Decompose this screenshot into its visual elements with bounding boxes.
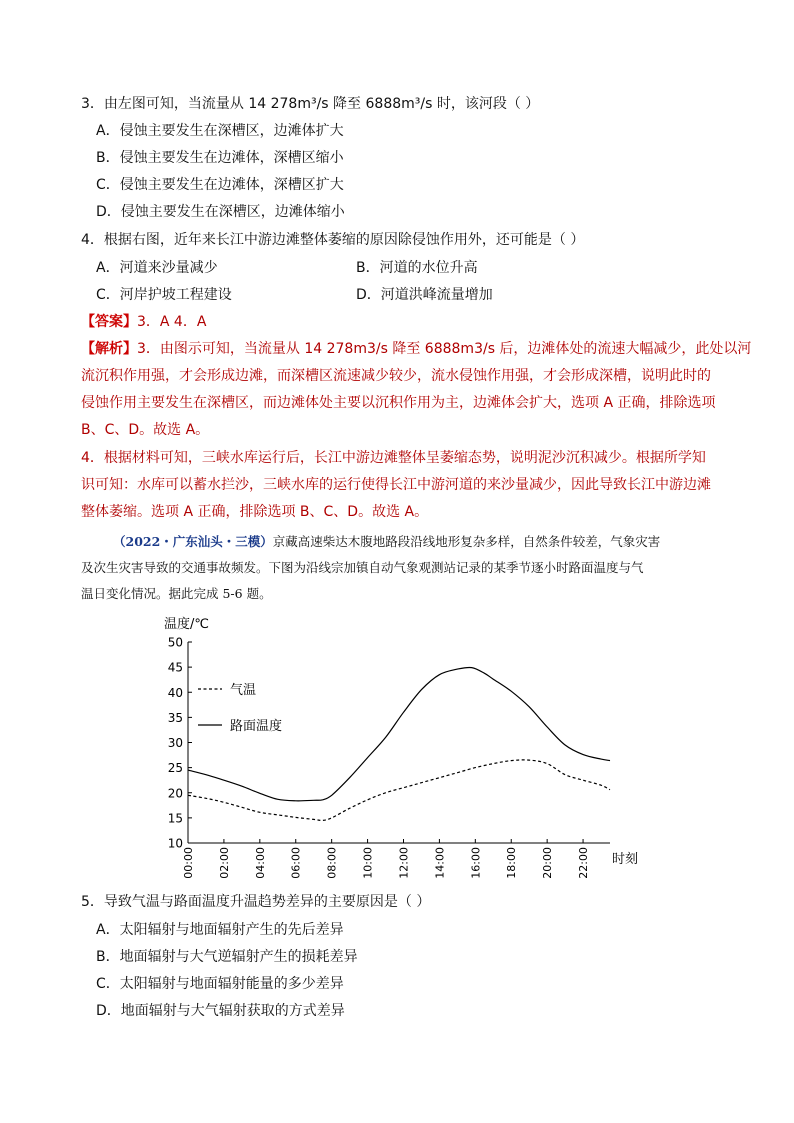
source-text-1: 京藏高速柴达木腹地路段沿线地形复杂多样，自然条件较差，气象灾害 xyxy=(272,534,661,549)
legend-air-temperature-label: 气温 xyxy=(230,683,257,698)
q4-option-a: A．河道来沙量减少 xyxy=(96,260,218,276)
q5-option-a: A．太阳辐射与地面辐射产生的先后差异 xyxy=(96,922,344,938)
x-tick-label: 16:00 xyxy=(469,847,483,879)
y-tick-label: 10 xyxy=(167,836,183,851)
q4-stem: 4．根据右图，近年来长江中游边滩整体萎缩的原因除侵蚀作用外，还可能是（ ） xyxy=(81,232,585,248)
x-tick-label: 18:00 xyxy=(505,847,519,879)
answer-line xyxy=(81,312,206,332)
source-line-3: 温日变化情况。据此完成 5-6 题。 xyxy=(81,586,272,601)
q3-option-b: B．侵蚀主要发生在边滩体，深槽区缩小 xyxy=(96,150,344,166)
y-tick-label: 50 xyxy=(167,635,183,650)
q4-option-d: D．河道洪峰流量增加 xyxy=(356,287,493,303)
y-tick-label: 35 xyxy=(167,710,183,725)
q5-stem: 5．导致气温与路面温度升温趋势差异的主要原因是（ ） xyxy=(81,894,431,910)
answer-text: 3．A 4．A xyxy=(137,314,207,330)
legend-road-temperature-label: 路面温度 xyxy=(230,719,283,734)
q3-option-a: A．侵蚀主要发生在深槽区，边滩体扩大 xyxy=(96,123,344,139)
q3-option-c: C．侵蚀主要发生在边滩体，深槽区扩大 xyxy=(96,177,344,193)
x-tick-label: 04:00 xyxy=(253,847,267,879)
q3-stem: 3．由左图可知，当流量从 14 278m³/s 降至 6888m³/s 时，该河段（ ） xyxy=(81,96,540,112)
q5-option-d: D．地面辐射与大气辐射获取的方式差异 xyxy=(96,1003,345,1019)
y-tick-label: 40 xyxy=(167,685,183,700)
source-line-2: 及次生灾害导致的交通事故频发。下图为沿线宗加镇自动气象观测站记录的某季节逐小时路面温度与气 xyxy=(81,560,644,575)
y-tick-label: 30 xyxy=(167,736,183,750)
x-tick-label: 20:00 xyxy=(541,847,555,879)
x-tick-label: 00:00 xyxy=(182,847,195,879)
analysis-line-4: B、C、D。故选 A。 xyxy=(81,422,210,438)
x-axis-label: 时刻 xyxy=(612,852,639,867)
y-tick-label: 15 xyxy=(167,811,183,826)
analysis-line-5: 4．根据材料可知，三峡水库运行后，长江中游边滩整体呈萎缩态势，说明泥沙沉积减少。根据所学知 xyxy=(81,450,706,466)
temperature-chart xyxy=(160,612,640,882)
analysis-line-7: 整体萎缩。选项 A 正确，排除选项 B、C、D。故选 A。 xyxy=(81,504,429,520)
analysis-line-1 xyxy=(81,339,751,359)
q5-option-c: C．太阳辐射与地面辐射能量的多少差异 xyxy=(96,976,344,992)
analysis-text: 3．由图示可知，当流量从 14 278m3/s 降至 6888m3/s 后，边滩体处的流速大幅减少，此处以河 xyxy=(137,341,752,357)
x-tick-label: 14:00 xyxy=(433,847,447,879)
x-tick-label: 02:00 xyxy=(217,847,231,879)
q4-option-b: B．河道的水位升高 xyxy=(356,260,478,276)
x-tick-label: 08:00 xyxy=(325,847,339,879)
x-tick-label: 22:00 xyxy=(577,847,591,879)
source-label: （2022・广东汕头・三模） xyxy=(113,534,273,549)
y-tick-label: 20 xyxy=(167,786,183,801)
x-tick-label: 06:00 xyxy=(289,847,303,879)
source-line-1 xyxy=(113,532,660,552)
y-tick-label: 25 xyxy=(167,761,183,776)
q3-option-d: D．侵蚀主要发生在深槽区，边滩体缩小 xyxy=(96,204,345,220)
y-tick-label: 45 xyxy=(167,660,183,675)
q5-option-b: B．地面辐射与大气逆辐射产生的损耗差异 xyxy=(96,949,358,965)
x-tick-label: 12:00 xyxy=(397,847,411,879)
y-axis-label: 温度/℃ xyxy=(164,617,209,632)
analysis-line-6: 识可知：水库可以蓄水拦沙，三峡水库的运行使得长江中游河道的来沙量减少，因此导致长江中游边滩 xyxy=(81,477,711,493)
analysis-tag: 【解析】 xyxy=(81,341,137,357)
analysis-line-3: 侵蚀作用主要发生在深槽区，而边滩体处主要以沉积作用为主，边滩体会扩大，选项 A 正确，排除选项 xyxy=(81,395,716,411)
answer-tag: 【答案】 xyxy=(81,314,137,330)
q4-option-c: C．河岸护坡工程建设 xyxy=(96,287,232,303)
x-tick-label: 10:00 xyxy=(361,847,375,879)
analysis-line-2: 流沉积作用强，才会形成边滩，而深槽区流速减少较少，流水侵蚀作用强，才会形成深槽，说明此时的 xyxy=(81,368,711,384)
